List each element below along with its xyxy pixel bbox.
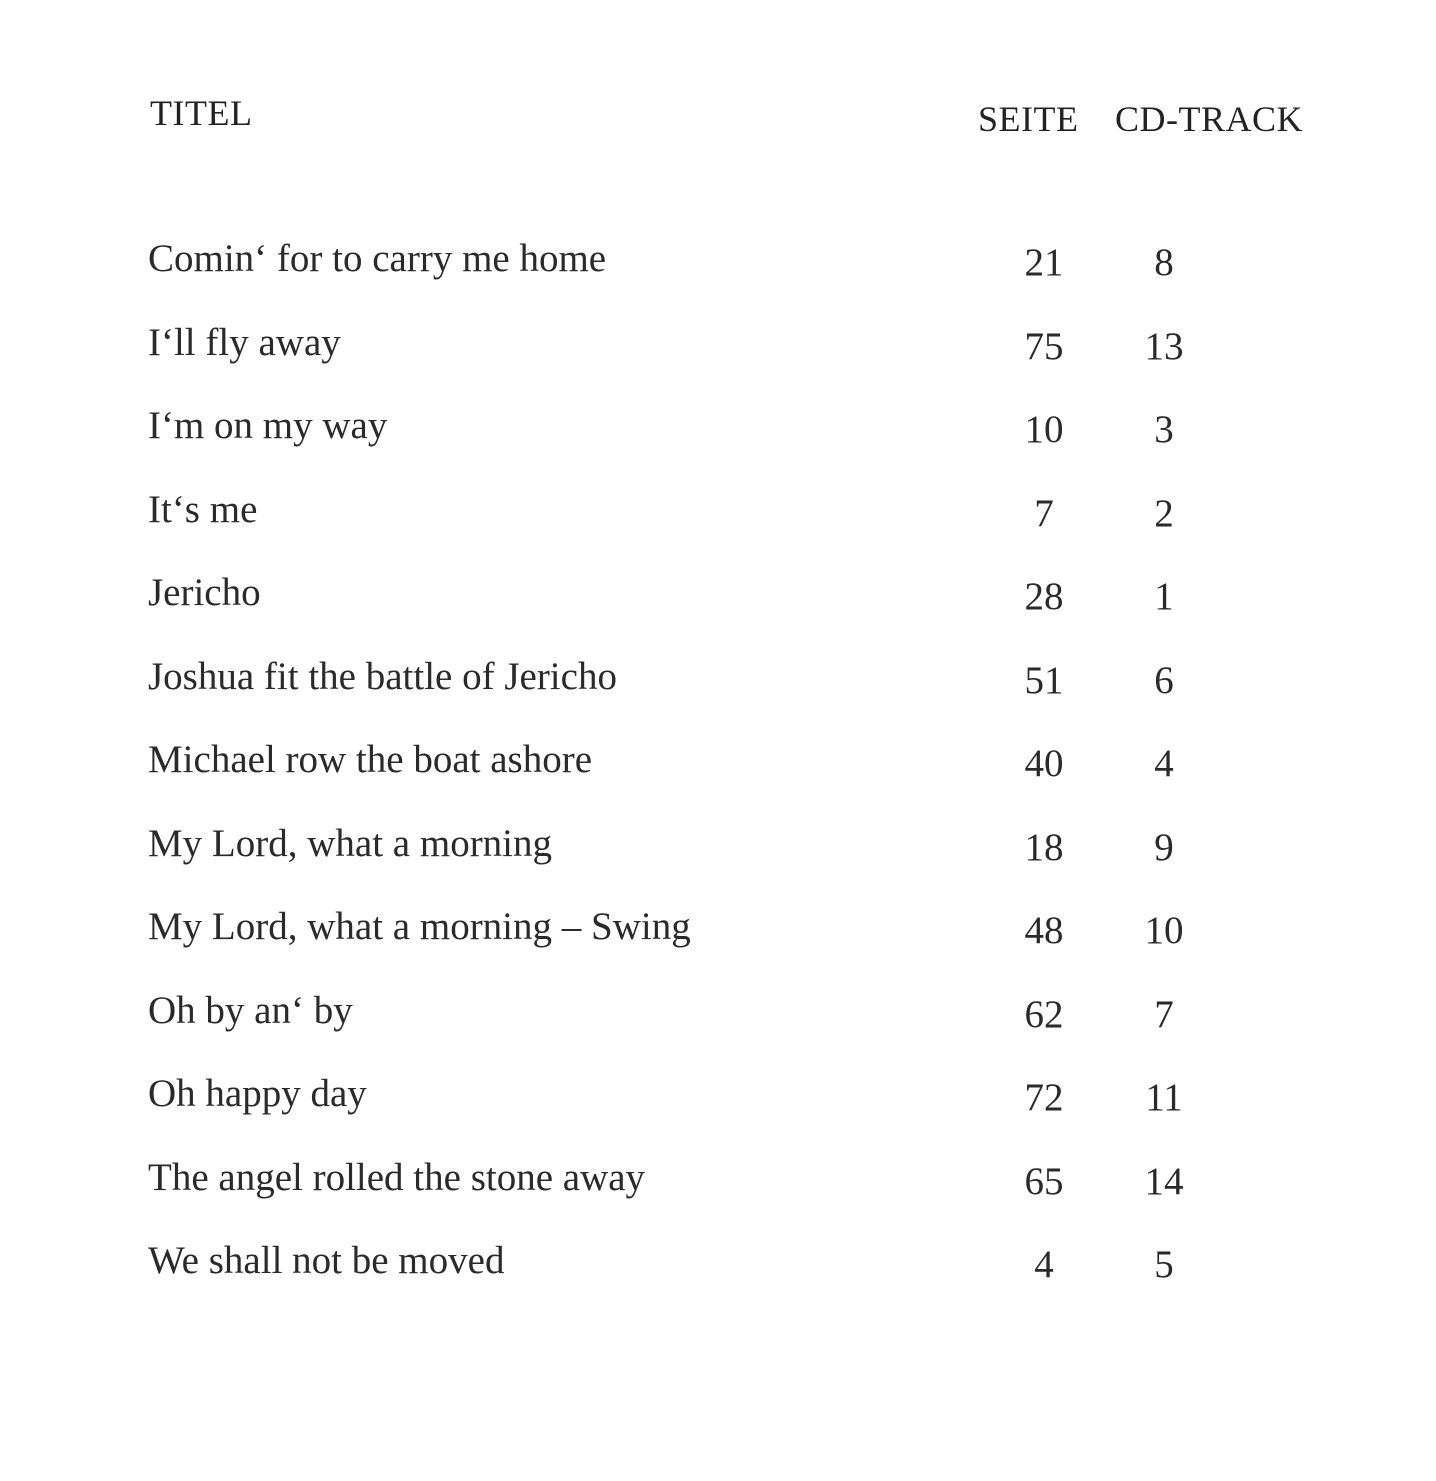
page-number: 40 bbox=[1024, 742, 1064, 785]
page-number: 51 bbox=[1024, 658, 1064, 702]
track-number: 10 bbox=[1144, 909, 1184, 952]
table-row bbox=[0, 1071, 1436, 1155]
song-title: My Lord, what a morning – Swing bbox=[148, 905, 691, 948]
table-row bbox=[0, 737, 1436, 821]
track-number: 3 bbox=[1154, 408, 1174, 451]
song-title: I‘m on my way bbox=[148, 404, 388, 447]
song-title: We shall not be moved bbox=[148, 1239, 505, 1282]
table-row bbox=[0, 904, 1436, 988]
page-number: 28 bbox=[1024, 575, 1064, 618]
track-number: 5 bbox=[1154, 1243, 1174, 1286]
song-title: Michael row the boat ashore bbox=[148, 738, 593, 781]
table-row bbox=[0, 1238, 1436, 1322]
page-number: 7 bbox=[1034, 491, 1054, 535]
table-row bbox=[0, 320, 1436, 404]
track-number: 9 bbox=[1154, 825, 1174, 869]
song-title: Joshua fit the battle of Jericho bbox=[148, 654, 617, 698]
track-number: 7 bbox=[1154, 992, 1174, 1036]
page-number: 21 bbox=[1024, 241, 1064, 284]
track-number: 8 bbox=[1154, 241, 1174, 284]
table-row bbox=[0, 236, 1436, 320]
page-number: 48 bbox=[1024, 909, 1064, 952]
song-title: It‘s me bbox=[148, 487, 258, 531]
table-row bbox=[0, 570, 1436, 654]
song-title: Comin‘ for to carry me home bbox=[148, 237, 607, 280]
page-number: 62 bbox=[1024, 992, 1064, 1036]
track-number: 14 bbox=[1144, 1159, 1184, 1203]
header-titel: TITEL bbox=[150, 93, 253, 133]
header-seite: SEITE bbox=[978, 99, 1079, 139]
song-title: My Lord, what a morning bbox=[148, 821, 553, 865]
table-header bbox=[0, 88, 1436, 148]
page-number: 10 bbox=[1024, 408, 1064, 451]
page-number: 65 bbox=[1024, 1159, 1064, 1203]
song-title: Jericho bbox=[148, 571, 261, 614]
track-number: 11 bbox=[1145, 1076, 1183, 1119]
page-number: 72 bbox=[1024, 1076, 1064, 1119]
song-title: The angel rolled the stone away bbox=[148, 1155, 646, 1199]
page-number: 4 bbox=[1034, 1243, 1054, 1286]
song-list bbox=[0, 236, 1436, 1322]
track-number: 4 bbox=[1154, 742, 1174, 785]
table-row bbox=[0, 487, 1436, 571]
page-number: 18 bbox=[1024, 825, 1064, 869]
header-cd-track: CD-TRACK bbox=[1115, 99, 1304, 139]
table-row bbox=[0, 654, 1436, 738]
track-number: 2 bbox=[1154, 491, 1174, 535]
table-row bbox=[0, 821, 1436, 905]
song-title: I‘ll fly away bbox=[148, 320, 341, 364]
table-row bbox=[0, 403, 1436, 487]
track-number: 1 bbox=[1154, 575, 1174, 618]
song-title: Oh happy day bbox=[148, 1072, 367, 1115]
table-row bbox=[0, 1155, 1436, 1239]
track-number: 13 bbox=[1144, 324, 1184, 368]
track-number: 6 bbox=[1154, 658, 1174, 702]
table-row bbox=[0, 988, 1436, 1072]
song-title: Oh by an‘ by bbox=[148, 988, 353, 1032]
page-number: 75 bbox=[1024, 324, 1064, 368]
